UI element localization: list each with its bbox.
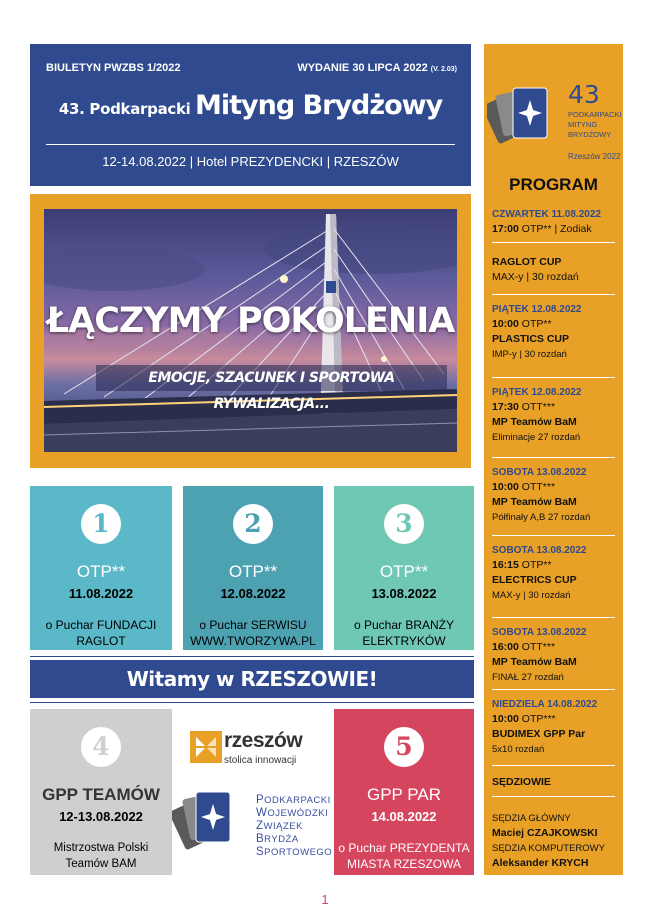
event-title-big: Mityng Brydżowy <box>194 90 443 121</box>
event-title-small: 43. Podkarpacki <box>58 100 191 118</box>
judges-divider <box>492 796 615 797</box>
mityng-logo <box>484 44 623 166</box>
event-time-line <box>492 400 615 415</box>
event-details: Półfinały A,B 27 rozdań <box>492 512 591 523</box>
event-title <box>30 90 471 121</box>
pwzbs-initial: S <box>256 846 265 858</box>
pwzbs-word: RYDŻA <box>264 834 299 845</box>
event-time: 10:00 <box>492 481 519 493</box>
welcome-text: Witamy w RZESZOWIE! <box>30 660 474 698</box>
tile-desc-line1: o Puchar PREZYDENTA <box>338 841 470 855</box>
edition-date <box>297 62 457 74</box>
pwzbs-line <box>256 833 332 846</box>
program-event-detail <box>492 255 615 285</box>
event-format: OTP** | Zodiak <box>518 223 592 235</box>
event-format: OTT*** <box>518 641 556 653</box>
tile-desc-line1: o Puchar FUNDACJI <box>45 618 157 632</box>
program-event <box>492 302 615 362</box>
program-event <box>492 385 615 445</box>
event-time: 17:30 <box>492 401 519 413</box>
tile-desc-line1: Mistrzostwa Polski <box>53 842 149 854</box>
tile-number: 4 <box>81 727 121 767</box>
mityng-word: PODKARPACKI <box>568 110 622 119</box>
pwzbs-word: WIĄZEK <box>263 821 303 832</box>
playing-cards-icon <box>172 782 254 864</box>
header-banner <box>30 44 471 186</box>
event-details: IMP-y | 30 rozdań <box>492 349 567 360</box>
tile-date: 13.08.2022 <box>371 586 437 601</box>
program-separator <box>492 689 615 690</box>
tile-desc-line2: Teamów BAM <box>65 858 137 870</box>
event-format: OTP** <box>518 559 552 571</box>
tile-type: GPP PAR <box>366 785 441 804</box>
event-time: 10:00 <box>492 318 519 330</box>
version-text: (V. 2.03) <box>430 66 457 73</box>
edition-text: WYDANIE 30 LIPCA 2022 <box>297 62 428 74</box>
page-number: 1 <box>321 892 329 907</box>
event-time-line <box>492 712 615 727</box>
event-time-line <box>492 480 615 495</box>
tile-description <box>30 840 172 872</box>
tile-description <box>30 617 172 649</box>
tile-desc-line1: o Puchar BRANŻY <box>353 618 455 632</box>
tile-otp-1 <box>30 486 172 650</box>
event-details: Eliminacje 27 rozdań <box>492 432 581 443</box>
event-time-line <box>492 640 615 655</box>
tile-date: 12-13.08.2022 <box>59 809 143 824</box>
pwzbs-initial: W <box>256 807 268 819</box>
event-name: ELECTRICS CUP <box>492 574 577 586</box>
event-format: OTP** <box>518 318 552 330</box>
tile-type: OTP** <box>76 562 126 581</box>
program-event <box>492 465 615 525</box>
tile-desc-line2: WWW.TWORZYWA.PL <box>190 634 316 648</box>
pwzbs-word: OJEWÓDZKI <box>267 808 329 819</box>
event-day: CZWARTEK 11.08.2022 <box>492 209 601 220</box>
event-time: 16:00 <box>492 641 519 653</box>
tile-number: 2 <box>233 504 273 544</box>
rzeszow-logo-icon <box>190 731 222 763</box>
tile-otp-2 <box>183 486 323 650</box>
mityng-cards-icon <box>487 84 567 164</box>
pwzbs-initial: Z <box>256 820 264 832</box>
tile-type: OTP** <box>228 562 278 581</box>
welcome-line-bottom <box>30 702 474 703</box>
event-day: NIEDZIELA 14.08.2022 <box>492 699 598 710</box>
event-day: PIĄTEK 12.08.2022 <box>492 387 582 398</box>
event-format: OTP*** <box>518 713 556 725</box>
program-separator <box>492 765 615 766</box>
welcome-line-top <box>30 656 474 657</box>
tile-date: 14.08.2022 <box>371 809 437 824</box>
event-subtitle: 12-14.08.2022 | Hotel PREZYDENCKI | RZESZÓW <box>102 154 399 169</box>
pwzbs-logo <box>172 782 332 864</box>
event-time-line <box>492 222 615 237</box>
tile-desc-line2: ELEKTRYKÓW <box>362 634 446 648</box>
event-day: SOBOTA 13.08.2022 <box>492 627 587 638</box>
tile-date: 12.08.2022 <box>220 586 286 601</box>
tile-desc-line1: o Puchar SERWISU <box>199 618 307 632</box>
event-name: MP Teamów BaM <box>492 496 577 508</box>
mityng-city: Rzeszów 2022 <box>568 152 621 161</box>
event-details: FINAŁ 27 rozdań <box>492 672 564 683</box>
judges-title: SĘDZIOWIE <box>492 776 551 788</box>
event-day: SOBOTA 13.08.2022 <box>492 545 587 556</box>
tile-type: GPP TEAMÓW <box>42 785 160 804</box>
tile-description <box>334 617 474 649</box>
event-time-line <box>492 558 615 573</box>
program-event <box>492 207 615 237</box>
pwzbs-initial: B <box>256 833 265 845</box>
mityng-number: 43 <box>568 80 600 109</box>
event-time: 17:00 <box>492 223 519 235</box>
photo-subline: EMOCJE, SZACUNEK I SPORTOWA RYWALIZACJA... <box>96 365 447 391</box>
program-event <box>492 543 615 603</box>
event-details: MAX-y | 30 rozdań <box>492 271 579 283</box>
bulletin-number: BIULETYN PWZBS 1/2022 <box>46 62 181 74</box>
tile-type: OTP** <box>379 562 429 581</box>
event-time-line <box>492 317 615 332</box>
program-separator <box>492 377 615 378</box>
pwzbs-word: ODKARPACKI <box>264 795 331 806</box>
program-event <box>492 697 615 757</box>
event-format: OTT*** <box>518 401 556 413</box>
program-title: PROGRAM <box>509 175 598 194</box>
program-separator <box>492 535 615 536</box>
judge-role: SĘDZIA KOMPUTEROWY <box>492 843 605 854</box>
pwzbs-initial: P <box>256 794 265 806</box>
event-day: SOBOTA 13.08.2022 <box>492 467 587 478</box>
event-details: 5x10 rozdań <box>492 744 545 755</box>
tile-gpp-teams <box>30 709 172 875</box>
bridge-photo <box>44 209 457 452</box>
tile-number: 3 <box>384 504 424 544</box>
header-divider <box>46 144 455 145</box>
tile-description <box>334 840 474 872</box>
program-separator <box>492 294 615 295</box>
tile-description <box>183 617 323 649</box>
event-day: PIĄTEK 12.08.2022 <box>492 304 582 315</box>
tile-number: 5 <box>384 727 424 767</box>
pwzbs-line <box>256 846 332 859</box>
judge-role: SĘDZIA GŁÓWNY <box>492 813 571 824</box>
event-name: MP Teamów BaM <box>492 416 577 428</box>
judges-section <box>492 775 615 871</box>
program-separator <box>492 457 615 458</box>
pwzbs-word: PORTOWEGO <box>264 847 333 858</box>
event-format: OTT*** <box>518 481 556 493</box>
pwzbs-line <box>256 794 332 807</box>
event-name: PLASTICS CUP <box>492 333 570 345</box>
event-time: 10:00 <box>492 713 519 725</box>
rzeszow-logo-name: rzeszów <box>224 729 303 752</box>
judge-name: Aleksander KRYCH <box>492 857 589 869</box>
judge-name: Maciej CZAJKOWSKI <box>492 827 598 839</box>
program-separator <box>492 617 615 618</box>
event-details: MAX-y | 30 rozdań <box>492 590 571 601</box>
rzeszow-logo-tagline: stolica innowacji <box>224 755 297 766</box>
rzeszow-logo <box>190 729 310 769</box>
photo-headline: ŁĄCZYMY POKOLENIA <box>46 301 455 341</box>
event-name: RAGLOT CUP <box>492 256 562 268</box>
program-separator <box>492 242 615 243</box>
tile-date: 11.08.2022 <box>68 586 134 601</box>
tile-gpp-pairs <box>334 709 474 875</box>
mityng-word: MITYNG <box>568 120 598 129</box>
tile-otp-3 <box>334 486 474 650</box>
mityng-words <box>568 110 622 140</box>
pwzbs-line <box>256 820 332 833</box>
welcome-band <box>30 656 474 704</box>
tile-desc-line2: MIASTA RZESZOWA <box>346 857 461 871</box>
photo-frame <box>30 194 471 468</box>
event-name: BUDIMEX GPP Par <box>492 728 586 740</box>
event-time: 16:15 <box>492 559 519 571</box>
pwzbs-logo-text <box>256 794 332 859</box>
event-name: MP Teamów BaM <box>492 656 577 668</box>
tile-number: 1 <box>81 504 121 544</box>
program-event <box>492 625 615 685</box>
mityng-word: BRYDŻOWY <box>568 130 612 139</box>
pwzbs-line <box>256 807 332 820</box>
tile-desc-line2: RAGLOT <box>76 634 126 648</box>
program-sidebar <box>484 44 623 875</box>
